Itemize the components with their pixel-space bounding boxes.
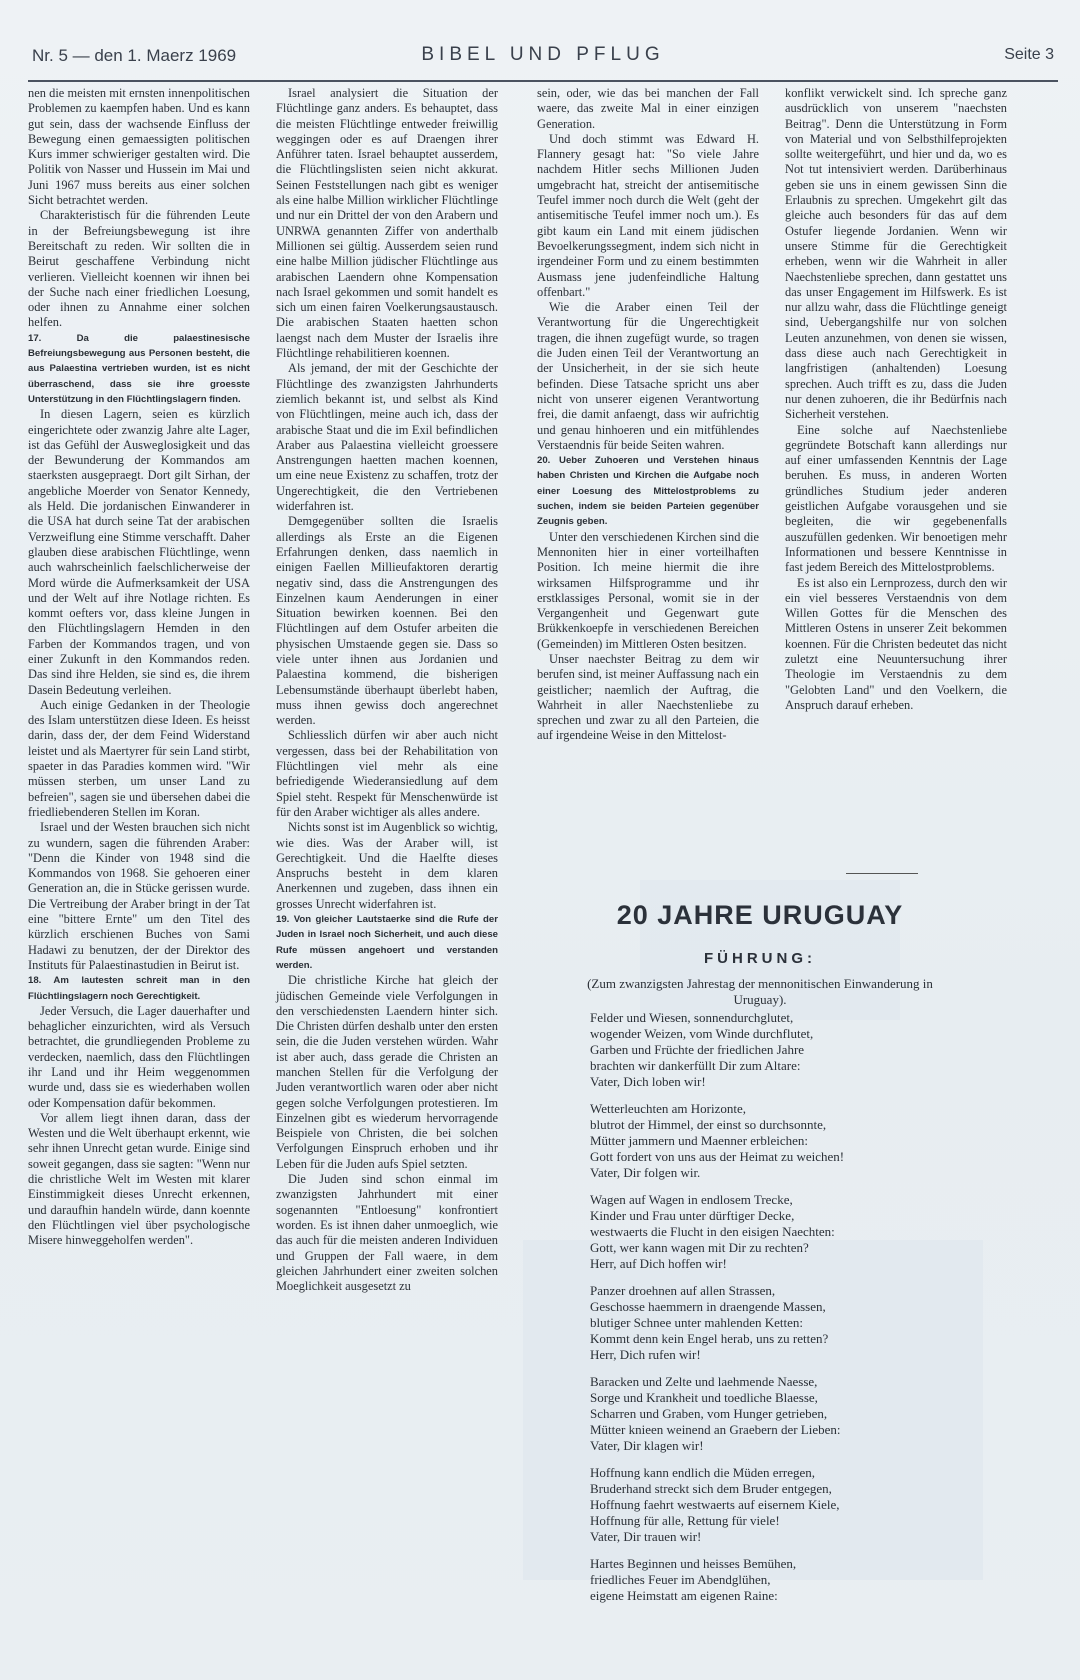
poem-line: wogender Weizen, vom Winde durchflutet, bbox=[590, 1026, 814, 1041]
poem-subtitle: FÜHRUNG: bbox=[704, 950, 816, 967]
article-column-4 bbox=[785, 86, 1007, 713]
poem-line: Vater, Dir trauen wir! bbox=[590, 1529, 702, 1544]
poem-line: Felder und Wiesen, sonnendurchglutet, bbox=[590, 1010, 794, 1025]
poem-line: Gott, wer kann wagen mit Dir zu rechten? bbox=[590, 1240, 809, 1255]
paragraph: Wie die Araber einen Teil der Verantwortung für die Ungerechtigkeit tragen, die ihnen zugefügt wurde, so tragen die Juden einen Teil der Verantwortung an der Unsicherheit, in der sie sich heute befinden. Diese Tatsache spricht uns aber nicht von unserer eigenen Verantwortung frei, die damit anfaengt, dass wir aufrichtig und genau hinhoeren und ein mitfühlendes Verstaendnis für beide Seiten wahren. bbox=[537, 300, 759, 452]
poem-stanza bbox=[590, 1374, 990, 1454]
paragraph: Die christliche Kirche hat gleich der jüdischen Gemeinde viele Verfolgungen in den verschiedensten Laendern hinter sich. Die Christen dürfen deshalb unter den ersten sein, die die Juden verstehen würden. Wahr ist aber auch, dass gerade die Christen an manchen Stellen für die Verfolgung der Juden verantwortlich waren oder aber nicht gegen solche Verfolgungen protestieren. Im Einzelnen gibt es wiederum hervorragende Beispiele von Christen, die bei solchen Verfolgungen Einspruch erhoben und ihr Leben für die Juden aufs Spiel setzten. bbox=[276, 973, 498, 1171]
poem-line: blutrot der Himmel, der einst so durchsonnte, bbox=[590, 1117, 827, 1132]
article-column-1 bbox=[28, 86, 250, 1249]
page-header bbox=[28, 40, 1058, 82]
poem-line: Mütter knieen weinend an Graebern der Lieben: bbox=[590, 1422, 841, 1437]
paragraph: Auch einige Gedanken in der Theologie des Islam unterstützen diese Ideen. Es heisst darin, dass der, der dem Feind Widerstand leistet und als Maertyrer für sein Land stirbt, spaeter in das Paradies kommen wird. "Wir müssen sterben, um unser Land zu befreien", sagen sie und übersehen dabei die friedliebenderen Stellen im Koran. bbox=[28, 697, 250, 819]
poem-line: Herr, auf Dich hoffen wir! bbox=[590, 1256, 727, 1271]
paragraph: konflikt verwickelt sind. Ich spreche ganz ausdrücklich von unserem "naechsten Beitrag". Denn die Unterstützung in Form von Material und von Selbsthilfeprojekten sollte weitergeführt, und hier und da, wo es Not tut intensiviert werden. Darüberhinaus geben sie uns in einem gewissen Sinn die Erlaubnis zu sprechen. Umgekehrt gilt das gleiche auch besonders für das auf dem Ostufer liegende Jordanien. Wenn wir unsere Stimme für die Gerechtigkeit erheben, wenn wir die Wahrheit in aller Naechstenliebe sprechen, dann gestattet uns das unser Engagement im Hilfswerk. Es ist nur allzu wahr, dass die Flüchtlinge geneigt sind, Uebergangshilfe nur von solchen Leuten anzunehmen, von denen sie wissen, dass diese auch nach Gerechtigkeit in langfristigen (anhaltenden) Loesung sprechen. Auch trifft es zu, dass die Juden nur denen zuhoeren, die ihr Bedürfnis nach Sicherheit verstehen. bbox=[785, 86, 1007, 422]
poem-line: Wagen auf Wagen in endlosem Trecke, bbox=[590, 1192, 793, 1207]
poem-line: Wetterleuchten am Horizonte, bbox=[590, 1101, 746, 1116]
paragraph: Es ist also ein Lernprozess, durch den wir ein viel besseres Verstaendnis von dem Willen Gottes für die Menschen des Mittleren Ostens in unserer Zeit bekommen koennen. Für die Christen bedeutet das nicht zuletzt eine Neuuntersuchung ihrer Theologie im Verstaendnis zu dem "Gelobten Land" und den Voelkern, die Anspruch darauf erheben. bbox=[785, 575, 1007, 712]
poem-stanza bbox=[590, 1010, 990, 1090]
paragraph: Und doch stimmt was Edward H. Flannery gesagt hat: "So viele Jahre nachdem Hitler sechs Millionen Juden umgebracht hat, streicht der antisemitische Teufel immer noch durch die Welt (geht der antisemitische Teufel immer noch um.). Es gibt kaum ein Land mit einem jüdischen Bevoelkerungssegment, indem sich nicht in irgendeiner Form und zu einem bestimmten Ausmass jene judenfeindliche Haltung offenbart." bbox=[537, 131, 759, 299]
poem-line: Hoffnung faehrt westwaerts auf eisernem Kiele, bbox=[590, 1497, 840, 1512]
poem-line: Gott fordert von uns aus der Heimat zu weichen! bbox=[590, 1149, 845, 1164]
paragraph: Eine solche auf Naechstenliebe gegründete Botschaft kann allerdings nur auf einer umfassenden Kenntnis der Lage beruhen. Es muss, in anderen Worten gründliches Studium jeder anderen geistlichen Aufgabe vorausgehen und sie begleiten, die wir gegebenenfalls auszufüllen gedenken. Wir benoetigen mehr Informationen und bessere Kenntnisse in fast jedem Bereich des Mittelostproblems. bbox=[785, 422, 1007, 575]
section-divider bbox=[846, 873, 918, 874]
paragraph: sein, oder, wie das bei manchen der Fall waere, das zweite Mal in einer einzigen Generation. bbox=[537, 86, 759, 131]
paragraph: Charakteristisch für die führenden Leute in der Befreiungsbewegung ist ihre Bereitschaft zu reden. Wir sollten die in Beirut geschaffene Verbindung nicht verlieren. Vielleicht koennen wir ihnen bei der Suche nach einer friedlichen Loesung, oder ihnen zu Annahme einer solchen helfen. bbox=[28, 208, 250, 330]
poem-line: eigene Heimstatt am eigenen Raine: bbox=[590, 1588, 778, 1603]
paragraph: In diesen Lagern, seien es kürzlich eingerichtete oder zwanzig Jahre alte Lager, ist das Gefühl der Ausweglosigkeit und das der Bewunderung der Kommandos am staerksten ausgepraegt. Dort gilt Sirhan, der angebliche Moerder von Senator Kennedy, als Held. Die jordanischen Einwanderer in die USA hat durch seine Tat der arabischen Verzweiflung eine Stimme verschafft. Daher glauben diese arabischen Flüchtlinge, wenn auch wahrscheinlich faelschlicherweise der Mord würde die Aufmerksamkeit der USA und der Welt auf ihre Notlage richten. Es kommt oefters vor, dass kleine Jungen in den Flüchtlingslagern Hemden in den Farben der Kommandos tragen, und von einer Zukunft in den Kommandos reden. Das sind ihre Helden, sie sind es, die ihrem Dasein Bedeutung verleihen. bbox=[28, 407, 250, 697]
section-heading: 17. Da die palaestinesische Befreiungsbewegung aus Personen besteht, die aus Palaestina vertrieben wurden, ist es nicht überraschend, dass sie ihre groesste Unterstützung in den Flüchtlingslagern finden. bbox=[28, 332, 250, 405]
poem-line: Hoffnung kann endlich die Müden erregen, bbox=[590, 1465, 816, 1480]
poem-dedication: (Zum zwanzigsten Jahrestag der mennonitischen Einwanderung in Uruguay). bbox=[587, 976, 933, 1007]
poem-line: Kinder und Frau unter dürftiger Decke, bbox=[590, 1208, 795, 1223]
section-heading: 19. Von gleicher Lautstaerke sind die Rufe der Juden in Israel noch Sicherheit, und auch diese Rufe müssen angehoert und verstanden werden. bbox=[276, 914, 498, 971]
poem-line: blutiger Schnee unter mahlenden Ketten: bbox=[590, 1315, 803, 1330]
paragraph: nen die meisten mit ernsten innenpolitischen Problemen zu kaempfen haben. Und es kann gut sein, dass der wachsende Einfluss der Bewegung einen gemaessigten politischen Kurs immer schwieriger gestalten wird. Die Politik von Nasser und Hussein im Mai und Juni 1967 muss bereits aus einer solchen Sicht betrachtet werden. bbox=[28, 86, 250, 208]
poem-stanza bbox=[590, 1283, 990, 1363]
paragraph: Schliesslich dürfen wir aber auch nicht vergessen, dass bei der Rehabilitation von Flüchtlingen viel mehr als eine befriedigende Wiederansiedlung auf dem Spiel steht. Respekt für Menschenwürde ist für den Araber wichtiger als alles andere. bbox=[276, 728, 498, 819]
page-number: Seite 3 bbox=[1004, 46, 1054, 63]
paragraph: Unser naechster Beitrag zu dem wir berufen sind, ist meiner Auffassung nach ein geistlicher; naemlich der Auftrag, die Wahrheit in aller Naechstenliebe zu sprechen und zwar zu all den Parteien, die auf irgendeine Weise in den Mittelost- bbox=[537, 651, 759, 743]
poem-stanza bbox=[590, 1556, 990, 1604]
poem-line: Garben und Früchte der friedlichen Jahre bbox=[590, 1042, 805, 1057]
poem-line: Vater, Dir folgen wir. bbox=[590, 1165, 701, 1180]
poem-line: Herr, Dich rufen wir! bbox=[590, 1347, 701, 1362]
poem-stanza bbox=[590, 1101, 990, 1181]
poem-body bbox=[590, 1010, 990, 1615]
poem-line: Panzer droehnen auf allen Strassen, bbox=[590, 1283, 776, 1298]
article-column-3 bbox=[537, 86, 759, 744]
poem-line: Vater, Dir klagen wir! bbox=[590, 1438, 704, 1453]
poem-line: Sorge und Krankheit und toedliche Blaesse, bbox=[590, 1390, 818, 1405]
paragraph: Demgegenüber sollten die Israelis allerdings als Erste an die Eigenen Erfahrungen denken, dass naemlich in einigen Faellen Millieufaktoren derartig negativ sind, dass die Anstrengungen des Einzelnen kaum Aenderungen in einer Situation bewirken koennen. Bei den Flüchtlingen auf dem Ostufer arbeiten die physischen Umstaende gegen sie. Dass so viele unter ihnen aus Jordanien und Palaestina kommend, die bisherigen Lebensumstände überhaupt überlebt haben, muss ihnen gewiss doch angerechnet werden. bbox=[276, 514, 498, 728]
paragraph: Israel analysiert die Situation der Flüchtlinge ganz anders. Es behauptet, dass die meisten Flüchtlinge entweder freiwillig weggingen oder es auf Draengen ihrer Anführer taten. Israel behauptet ausserdem, die Flüchtlingslisten seien nicht akkurat. Seinen Feststellungen nach gibt es weniger als eine halbe Million wirklicher Flüchtlinge und nur ein Drittel der von den Arabern und UNRWA genannten Ziffer von anderthalb Millionen sei gültig. Ausserdem seien rund eine halbe Million jüdischer Flüchtlinge aus arabischen Laendern ohne Kompensation nach Israel gekommen und somit handelt es sich um einen fairen Voelkerungsaustausch. Die arabischen Staaten haetten schon laengst nach dem Muster der Israelis ihre Flüchtlinge rehabilitieren koennen. bbox=[276, 86, 498, 361]
poem-line: Mütter jammern und Maenner erbleichen: bbox=[590, 1133, 809, 1148]
poem-line: Vater, Dich loben wir! bbox=[590, 1074, 706, 1089]
paragraph: Die Juden sind schon einmal im zwanzigsten Jahrhundert mit einer sogenannten "Entloesung" konfrontiert worden. Es ist ihnen daher unmoeglich, wie das auch für die meisten anderen Individuen und Gruppen der Fall waere, in dem gleichen Jahrhundert einer zweiten solchen Moeglichkeit ausgesetzt zu bbox=[276, 1172, 498, 1294]
poem-line: brachten wir dankerfüllt Dir zum Altare: bbox=[590, 1058, 801, 1073]
paragraph: Vor allem liegt ihnen daran, dass der Westen und die Welt überhaupt erkennt, wie sehr ihnen Unrecht getan wurde. Einige sind soweit gegangen, dass sie sagten: "Wenn nur die christliche Welt im Westen mit klarer Einstimmigkeit dieses Unrecht erkennen, und daraufhin handeln würde, dann koennte den Flüchtlingen viel über psychologische Misere hinweggeholfen werden". bbox=[28, 1110, 250, 1248]
paragraph: Jeder Versuch, die Lager dauerhafter und behaglicher einzurichten, wird als Versuch betrachtet, die grundliegenden Probleme zu verdecken, naemlich, dass den Flüchtlingen ihr Land und ihr Heim weggenommen wurde und, dass sie es wiederhaben wollen oder Kompensation dafür bekommen. bbox=[28, 1003, 250, 1110]
poem-title: 20 JAHRE URUGUAY bbox=[616, 900, 904, 930]
paragraph: Als jemand, der mit der Geschichte der Flüchtlinge des zwanzigsten Jahrhunderts ziemlich bekannt ist, und selbst als Kind von Flüchtlingen, meine auch ich, dass der arabische Staat und die im Exil befindlichen Araber aus Palaestina vielleicht groessere Anstrengungen haetten machen koennen, um eine neue Existenz zu schaffen, trotz der Ungerechtigkeit, die den Vertriebenen widerfahren ist. bbox=[276, 361, 498, 514]
section-heading: 20. Ueber Zuhoeren und Verstehen hinaus haben Christen und Kirchen die Aufgabe noch einer Loesung des Mittelostproblems zu suchen, indem sie beiden Parteien gegenüber Zeugnis geben. bbox=[537, 455, 759, 528]
poem-stanza bbox=[590, 1192, 990, 1272]
section-heading: 18. Am lautesten schreit man in den Flüchtlingslagern noch Gerechtigkeit. bbox=[28, 975, 250, 1002]
poem-line: Hoffnung für alle, Rettung für viele! bbox=[590, 1513, 780, 1528]
paragraph: Israel und der Westen brauchen sich nicht zu wundern, sagen die führenden Araber: "Denn die Kinder von 1948 sind die Kommandos von 1968. Sie gehoeren einer Generation an, die in Stücke gerissen wurde. Die Vertreibung der Araber bringt in der Tat eine "bittere Ernte" um den Titel des kürzlich erschienen Buches von Sami Hadawi zu benutzen, der der Direktor des Instituts für Palaestinastudien in Beirut ist. bbox=[28, 820, 250, 972]
poem-line: Baracken und Zelte und laehmende Naesse, bbox=[590, 1374, 818, 1389]
paragraph: Unter den verschiedenen Kirchen sind die Mennoniten hier in einer vorteilhaften Position. Ich meine hiermit die ihre wirksamen Hilfsprogramme und ihr erstklassiges Personal, womit sie in der Vergangenheit und Gegenwart gute Brükkenkoepfe in verschiedenen Bereichen (Gemeinden) im Mittleren Osten besitzen. bbox=[537, 529, 759, 651]
poem-line: westwaerts die Flucht in den eisigen Naechten: bbox=[590, 1224, 835, 1239]
poem-line: Geschosse haemmern in draengende Massen, bbox=[590, 1299, 826, 1314]
publication-title: BIBEL UND PFLUG bbox=[421, 44, 665, 65]
poem-line: Hartes Beginnen und heisses Bemühen, bbox=[590, 1556, 797, 1571]
poem-stanza bbox=[590, 1465, 990, 1545]
article-column-2 bbox=[276, 86, 498, 1294]
paragraph: Nichts sonst ist im Augenblick so wichtig, wie dies. Was der Araber will, ist Gerechtigkeit. Und die Haelfte dieses Anspruchs besteht in dem klaren Anerkennen und zugeben, dass ihnen ein grosses Unrecht widerfahren ist. bbox=[276, 820, 498, 911]
poem-line: friedliches Feuer im Abendglühen, bbox=[590, 1572, 771, 1587]
issue-date: Nr. 5 — den 1. Maerz 1969 bbox=[32, 46, 237, 65]
poem-line: Scharren und Graben, vom Hunger getrieben, bbox=[590, 1406, 828, 1421]
poem-line: Kommt denn kein Engel herab, uns zu retten? bbox=[590, 1331, 829, 1346]
poem-line: Bruderhand streckt sich dem Bruder entgegen, bbox=[590, 1481, 832, 1496]
